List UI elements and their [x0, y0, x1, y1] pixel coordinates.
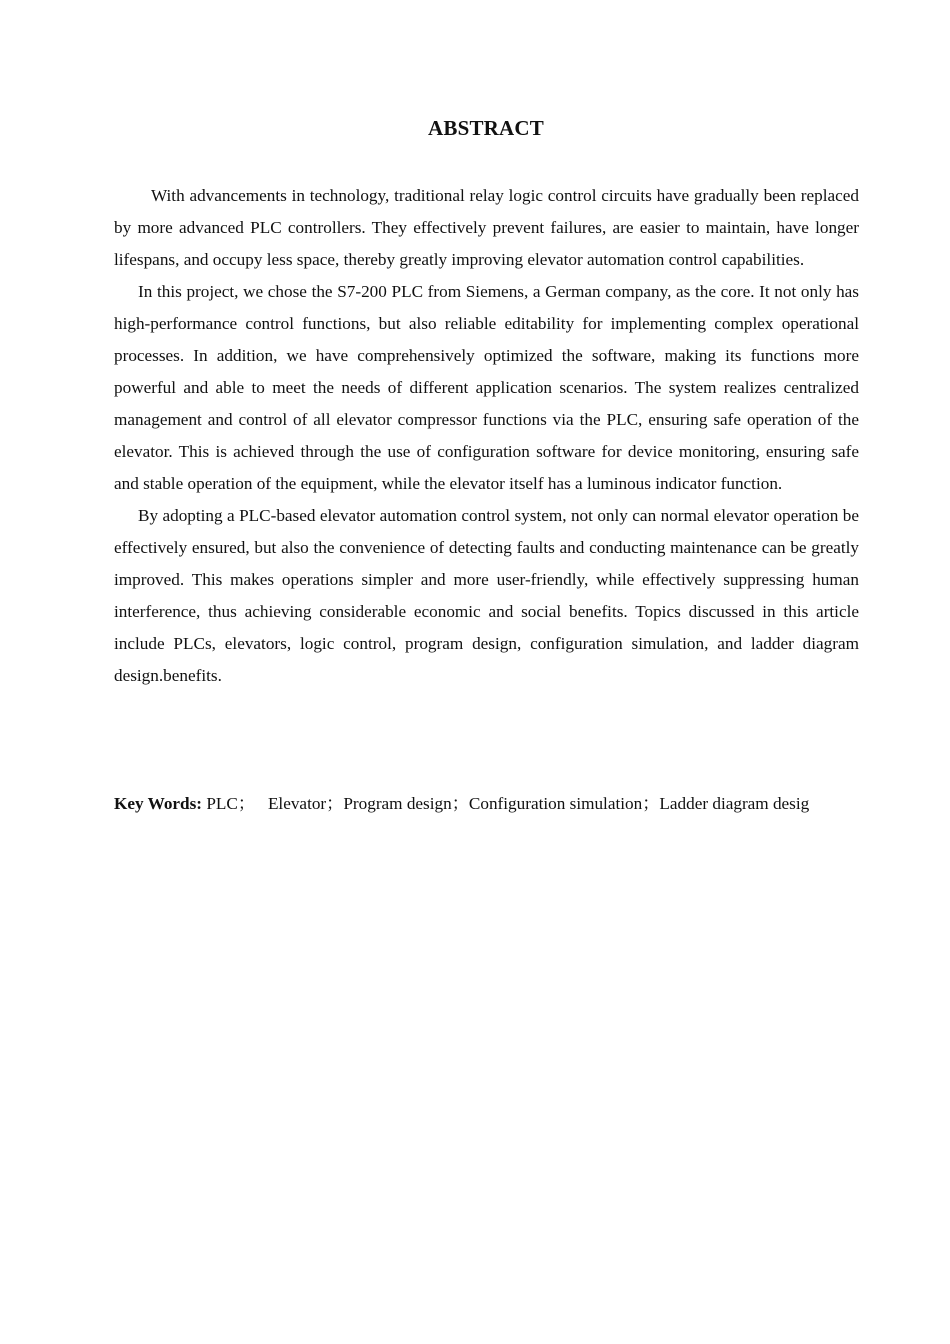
keywords-line	[114, 788, 859, 820]
keyword-item: Elevator；	[267, 794, 344, 813]
abstract-title: ABSTRACT	[428, 116, 544, 140]
keyword-item: Configuration simulation；	[468, 794, 660, 813]
keyword-item: Program design；	[343, 794, 469, 813]
abstract-paragraph-3: By adopting a PLC-based elevator automation control system, not only can normal elevator operation be effectively ensured, but also the convenience of detecting faults and conducting maintenance can be greatly improved. This makes operations simpler and more user-friendly, while effectively suppressing human interference, thus achieving considerable economic and social benefits. Topics discussed in this article include PLCs, elevators, logic control, program design, configuration simulation, and ladder diagram design.benefits.	[114, 506, 859, 685]
keyword-item: Ladder diagram desig	[659, 794, 810, 813]
keywords-label: Key Words	[114, 794, 197, 813]
keywords-colon: :	[196, 794, 203, 813]
abstract-paragraph-1: With advancements in technology, traditional relay logic control circuits have gradually been replaced by more advanced PLC controllers. They effectively prevent failures, are easier to maintain, have longer lifespans, and occupy less space, thereby greatly improving elevator automation control capabilities.	[114, 186, 859, 269]
keyword-item: PLC；	[206, 794, 256, 813]
abstract-body	[114, 180, 859, 692]
abstract-paragraph-2: In this project, we chose the S7-200 PLC from Siemens, a German company, as the core. It not only has high-performance control functions, but also reliable editability for implementing complex operational processes. In addition, we have comprehensively optimized the software, making its functions more powerful and able to meet the needs of different application scenarios. The system realizes centralized management and control of all elevator compressor functions via the PLC, ensuring safe operation of the elevator. This is achieved through the use of configuration software for device monitoring, ensuring safe and stable operation of the equipment, while the elevator itself has a luminous indicator function.	[114, 282, 859, 493]
